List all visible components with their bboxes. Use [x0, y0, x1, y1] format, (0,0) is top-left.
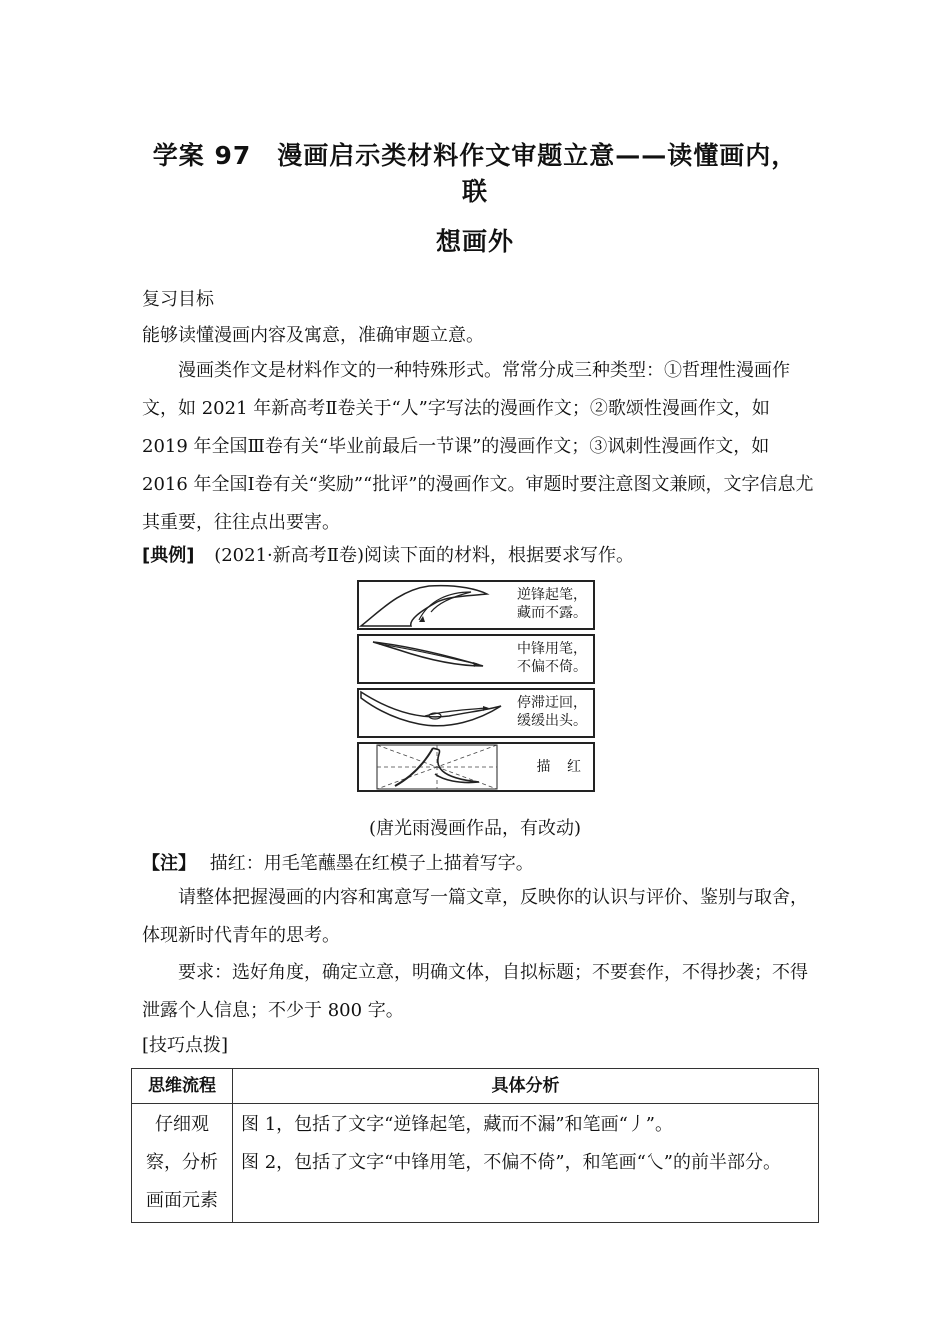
note-text: 描红：用毛笔蘸墨在红模子上描着写字。: [209, 853, 534, 874]
comic-caption-2: 中锋用笔， 不偏不倚。: [517, 641, 587, 675]
comic-figure: [357, 580, 595, 796]
example-label: [典例]: [142, 545, 195, 566]
comic-caption-3: 停滞迂回， 缓缓出头。: [517, 695, 587, 729]
table-row: [132, 1104, 819, 1223]
example-line: [142, 544, 634, 568]
note-line: [142, 852, 534, 876]
table-header-analysis: 具体分析: [233, 1069, 819, 1104]
goal-text: 能够读懂漫画内容及寓意，准确审题立意。: [142, 325, 484, 346]
tips-heading: [技巧点拨]: [142, 1035, 229, 1056]
page-title-line2: 想画外: [435, 227, 514, 256]
comic-caption-4: 描 红: [536, 759, 587, 775]
table-header-row: [132, 1069, 819, 1104]
requirements-paragraph: 要求：选好角度，确定立意，明确文体，自拟标题；不要套作，不得抄袭；不得泄露个人信息；不少于 800 字。: [142, 962, 808, 1021]
comic-panel-3: [357, 688, 595, 738]
table-cell-analysis: [233, 1104, 819, 1223]
example-text: (2021·新高考Ⅱ卷)阅读下面的材料，根据要求写作。: [214, 545, 634, 566]
table-header-step: 思维流程: [132, 1069, 233, 1104]
intro-paragraph: 漫画类作文是材料作文的一种特殊形式。常常分成三种类型：①哲理性漫画作文，如 2021 年新高考Ⅱ卷关于“人”字写法的漫画作文；②歌颂性漫画作文，如 2019 年全国Ⅲ卷有关“毕业前最后一节课”的漫画作文；③讽刺性漫画作文，如 2016 年全国Ⅰ卷有关“奖励”“批评”的漫画作文。审题时要注意图文兼顾，文字信息尤其重要，往往点出要害。: [142, 360, 814, 533]
note-label: 【注】: [142, 853, 196, 874]
figure-caption: (唐光雨漫画作品，有改动): [368, 818, 582, 839]
page-title-line1: 学案 97 漫画启示类材料作文审题立意——读懂画内，联: [152, 141, 798, 206]
comic-panel-1: [357, 580, 595, 630]
tips-table: [131, 1068, 819, 1223]
comic-caption-1: 逆锋起笔， 藏而不露。: [517, 587, 587, 621]
table-cell-step: 仔细观察，分析画面元素: [132, 1104, 233, 1223]
comic-panel-2: [357, 634, 595, 684]
analysis-line-2: 图 2，包括了文字“中锋用笔，不偏不倚”，和笔画“乀”的前半部分。: [241, 1152, 781, 1173]
goal-heading: 复习目标: [142, 289, 214, 310]
task-paragraph: 请整体把握漫画的内容和寓意写一篇文章，反映你的认识与评价、鉴别与取舍，体现新时代青年的思考。: [142, 887, 808, 946]
analysis-line-1: 图 1，包括了文字“逆锋起笔，藏而不漏”和笔画“丿”。: [241, 1114, 673, 1135]
comic-panel-4: [357, 742, 595, 792]
